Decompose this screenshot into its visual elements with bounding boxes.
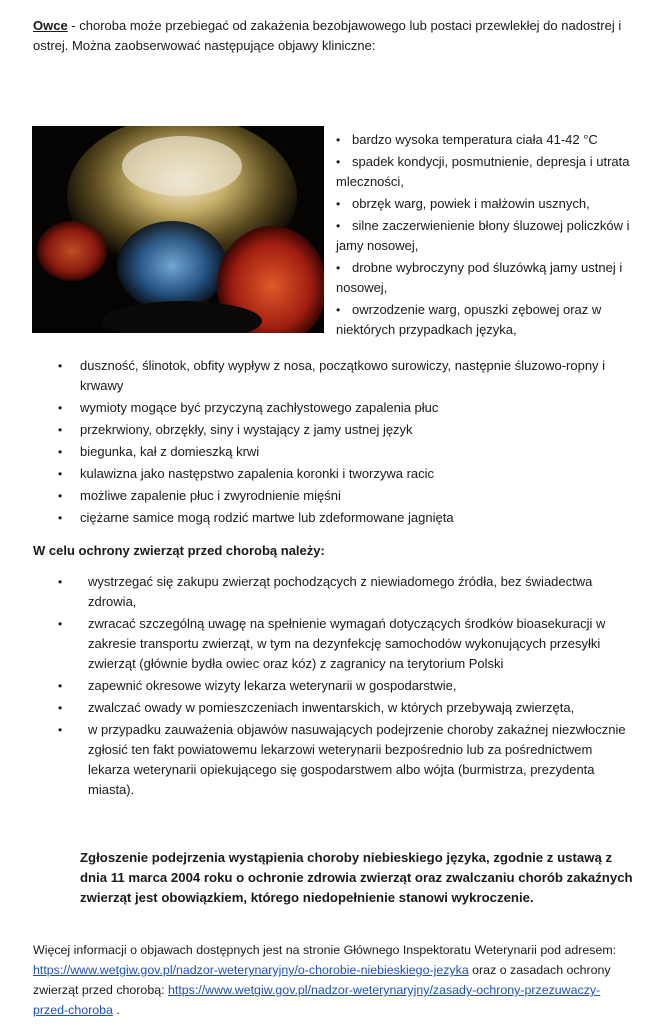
sheep-mouth-photo-icon	[32, 126, 324, 333]
protection-rules-link[interactable]: https://www.wetgiw.gov.pl/nadzor-weterynaryjny/zasady-ochrony-przezuwaczy-przed-choroba	[33, 983, 601, 1017]
list-item: • bardzo wysoka temperatura ciała 41-42 °C	[336, 130, 636, 150]
bullet-icon: •	[58, 359, 63, 373]
list-item: • spadek kondycji, posmutnienie, depresja i utrata mleczności,	[336, 154, 630, 189]
symptoms-list	[58, 356, 638, 530]
list-item: • przekrwiony, obrzękły, siny i wystający z jamy ustnej język	[58, 420, 638, 440]
bullet-icon: •	[336, 219, 341, 233]
bullet-icon: •	[58, 467, 63, 481]
symptoms-info-link[interactable]: https://www.wetgiw.gov.pl/nadzor-weterynaryjny/o-chorobie-niebieskiego-jezyka	[33, 963, 469, 977]
list-item: • drobne wybroczyny pod śluzówką jamy ustnej i nosowej,	[336, 260, 623, 295]
bullet-icon: •	[58, 617, 63, 631]
intro-lead: Owce	[33, 18, 68, 33]
bullet-icon: •	[58, 723, 63, 737]
bullet-icon: •	[336, 133, 341, 147]
bullet-icon: •	[58, 423, 63, 437]
protection-list	[58, 572, 636, 802]
symptoms-beside-photo-list	[336, 130, 636, 342]
list-item: • duszność, ślinotok, obfity wypływ z nosa, początkowo surowiczy, następnie śluzowo-ropny i krwawy	[58, 358, 606, 393]
bullet-icon: •	[58, 679, 63, 693]
protection-heading: W celu ochrony zwierząt przed chorobą należy:	[33, 543, 325, 558]
bullet-icon: •	[336, 303, 341, 317]
list-item: • zapewnić okresowe wizyty lekarza weterynarii w gospodarstwie,	[58, 676, 636, 696]
sheep-mouth-photo	[32, 126, 324, 333]
list-item: • biegunka, kał z domieszką krwi	[58, 442, 638, 462]
bullet-icon: •	[58, 511, 63, 525]
bullet-icon: •	[336, 261, 341, 275]
list-item: • kulawizna jako następstwo zapalenia koronki i tworzywa racic	[58, 464, 638, 484]
more-info-paragraph: Więcej informacji o objawach dostępnych jest na stronie Głównego Inspektoratu Weterynarii pod adresem: https://www.wetgiw.gov.pl/nadzor-weterynaryjny/o-chorobie-niebieskiego-jezyka oraz o zasadach ochrony zwierząt przed chorobą: https://www.wetgiw.gov.pl/nadzor-weterynaryjny/zasady-ochrony-przezuwaczy-przed-choroba .	[33, 943, 617, 1017]
bullet-icon: •	[58, 701, 63, 715]
bullet-icon: •	[58, 489, 63, 503]
bullet-icon: •	[336, 197, 341, 211]
bullet-icon: •	[336, 155, 341, 169]
list-item: • owrzodzenie warg, opuszki zębowej oraz w niektórych przypadkach języka,	[336, 302, 602, 337]
list-item: • w przypadku zauważenia objawów nasuwających podejrzenie choroby zakaźnej niezwłocznie zgłosić ten fakt powiatowemu lekarzowi weterynarii bezpośrednio lub za pośrednictwem lekarza weterynarii opiekującego się gospodarstwem albo wójta (burmistrza, prezydenta miasta).	[58, 722, 626, 797]
list-item: • zwracać szczególną uwagę na spełnienie wymagań dotyczących środków bioasekuracji w zakresie transportu zwierząt, w tym na dezynfekcję samochodów wykonujących przesyłki zwierząt (głównie bydła owiec oraz kóz) z zagranicy na terytorium Polski	[58, 616, 606, 671]
intro-text: - choroba może przebiegać od zakażenia bezobjawowego lub postaci przewlekłej do nadostrej i ostrej. Można zaobserwować następujące objawy kliniczne:	[33, 18, 622, 53]
list-item: • ciężarne samice mogą rodzić martwe lub zdeformowane jagnięta	[58, 508, 638, 528]
list-item: • silne zaczerwienienie błony śluzowej policzków i jamy nosowej,	[336, 218, 630, 253]
list-item: • możliwe zapalenie płuc i zwyrodnienie mięśni	[58, 486, 638, 506]
bullet-icon: •	[58, 445, 63, 459]
list-item: • wystrzegać się zakupu zwierząt pochodzących z niewiadomego źródła, bez świadectwa zdrowia,	[58, 574, 593, 609]
list-item: • obrzęk warg, powiek i małżowin usznych,	[336, 194, 636, 214]
bullet-icon: •	[58, 401, 63, 415]
list-item: • zwalczać owady w pomieszczeniach inwentarskich, w których przebywają zwierzęta,	[58, 698, 636, 718]
legal-notice: Zgłoszenie podejrzenia wystąpienia choroby niebieskiego języka, zgodnie z ustawą z dnia 11 marca 2004 roku o ochronie zdrowia zwierząt oraz zwalczaniu chorób zakaźnych zwierząt jest obowiązkiem, którego niedopełnienie stanowi wykroczenie.	[80, 850, 633, 905]
bullet-icon: •	[58, 575, 63, 589]
intro-paragraph	[33, 16, 633, 56]
list-item: • wymioty mogące być przyczyną zachłystowego zapalenia płuc	[58, 398, 638, 418]
